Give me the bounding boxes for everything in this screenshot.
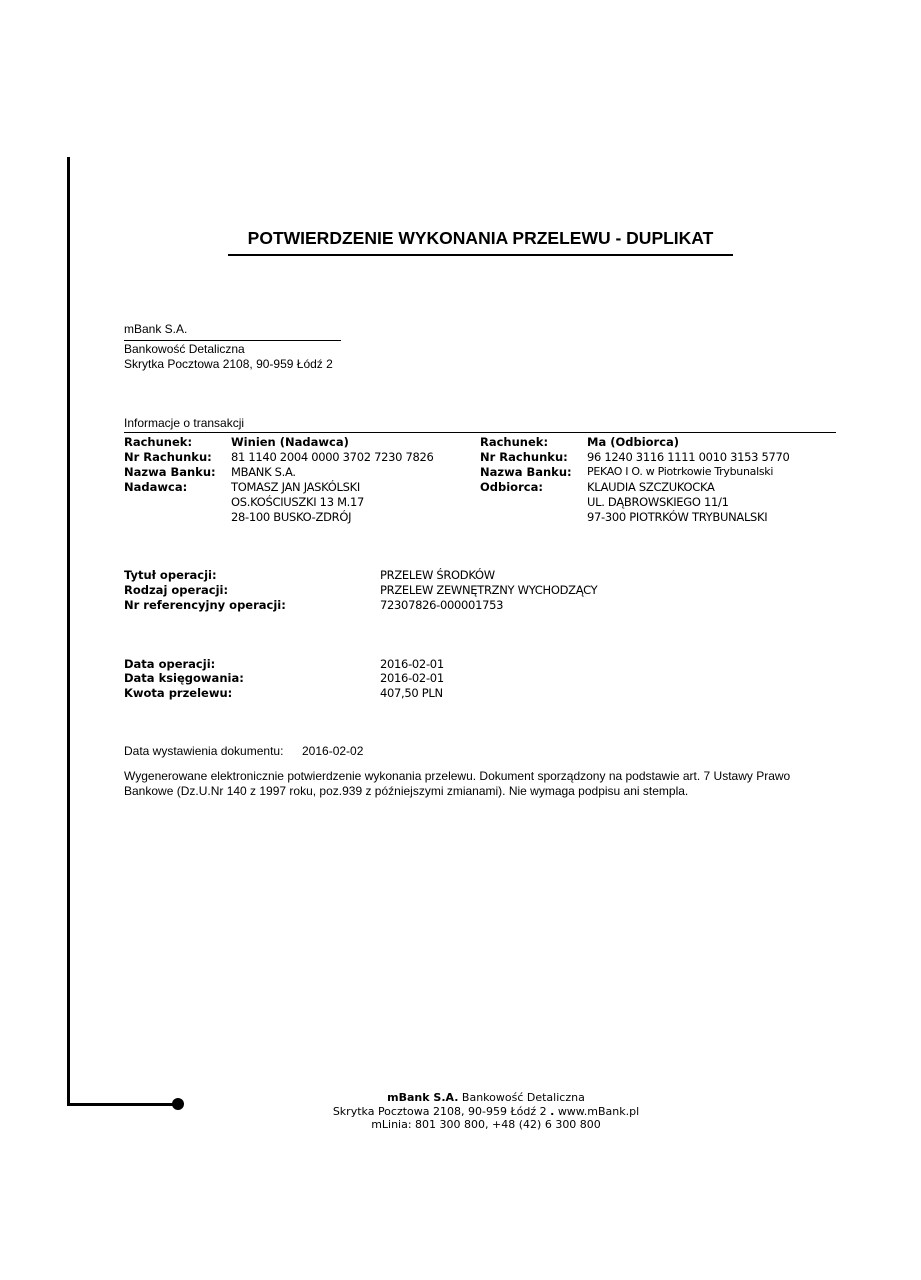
note-line-2: Bankowe (Dz.U.Nr 140 z 1997 roku, poz.939 z późniejszymi zmianami). Nie wymaga podpisu ani stempla.: [124, 784, 689, 798]
left-border-line: [67, 157, 70, 1105]
operation-type-label: Rodzaj operacji:: [124, 583, 229, 597]
footer-bank-line: [0, 1091, 921, 1104]
amount-label: Kwota przelewu:: [124, 686, 233, 700]
footer-address: Skrytka Pocztowa 2108, 90-959 Łódź 2: [332, 1105, 547, 1118]
issue-date-value: 2016-02-02: [302, 744, 364, 758]
receiver-name: KLAUDIA SZCZUKOCKA: [587, 480, 715, 494]
sender-city: 28-100 BUSKO-ZDRÓJ: [231, 510, 352, 524]
footer-bank-department: Bankowość Detaliczna: [461, 1091, 585, 1104]
sender-bank-label: Nazwa Banku:: [124, 465, 216, 479]
operation-title-label: Tytuł operacji:: [124, 568, 217, 582]
footer-separator: .: [550, 1105, 555, 1118]
footer-website: www.mBank.pl: [557, 1105, 640, 1118]
receiver-bank-name: PEKAO I O. w Piotrkowie Trybunalski: [587, 465, 774, 478]
receiver-bank-label: Nazwa Banku:: [480, 465, 572, 479]
bank-department: Bankowość Detaliczna: [124, 342, 245, 356]
sender-account-type: Winien (Nadawca): [231, 435, 349, 449]
amount-value: 407,50 PLN: [380, 686, 443, 700]
footer-phone: mLinia: 801 300 800, +48 (42) 6 300 800: [371, 1118, 601, 1131]
receiver-label: Odbiorca:: [480, 480, 543, 494]
bank-address: Skrytka Pocztowa 2108, 90-959 Łódź 2: [124, 357, 333, 371]
document-title: POTWIERDZENIE WYKONANIA PRZELEWU - DUPLIKAT: [228, 228, 733, 256]
sender-bank-name: MBANK S.A.: [231, 465, 296, 479]
operation-ref-label: Nr referencyjny operacji:: [124, 598, 286, 612]
booking-date-label: Data księgowania:: [124, 671, 244, 685]
receiver-account-label: Rachunek:: [480, 435, 549, 449]
receiver-account-number: 96 1240 3116 1111 0010 3153 5770: [587, 450, 790, 464]
operation-ref-value: 72307826-000001753: [380, 598, 504, 612]
footer-address-line: [0, 1105, 921, 1118]
sender-account-number: 81 1140 2004 0000 3702 7230 7826: [231, 450, 434, 464]
note-line-1: Wygenerowane elektronicznie potwierdzenie wykonania przelewu. Dokument sporządzony na podstawie art. 7 Ustawy Prawo: [124, 769, 791, 783]
operation-type-value: PRZELEW ZEWNĘTRZNY WYCHODZĄCY: [380, 583, 598, 597]
operation-title-value: PRZELEW ŚRODKÓW: [380, 568, 495, 582]
sender-label: Nadawca:: [124, 480, 188, 494]
sender-street: OS.KOŚCIUSZKI 13 M.17: [231, 495, 365, 509]
bank-name: mBank S.A.: [124, 322, 341, 341]
sender-number-label: Nr Rachunku:: [124, 450, 212, 464]
transaction-info-label: Informacje o transakcji: [124, 416, 836, 433]
receiver-street: UL. DĄBROWSKIEGO 11/1: [587, 495, 729, 509]
operation-date-value: 2016-02-01: [380, 657, 444, 671]
issue-date-label: Data wystawienia dokumentu:: [124, 744, 284, 758]
operation-date-label: Data operacji:: [124, 657, 216, 671]
sender-name: TOMASZ JAN JASKÓLSKI: [231, 480, 360, 494]
sender-account-label: Rachunek:: [124, 435, 193, 449]
booking-date-value: 2016-02-01: [380, 671, 444, 685]
receiver-number-label: Nr Rachunku:: [480, 450, 568, 464]
receiver-city: 97-300 PIOTRKÓW TRYBUNALSKI: [587, 510, 768, 524]
receiver-account-type: Ma (Odbiorca): [587, 435, 680, 449]
footer-bank-name: mBank S.A.: [387, 1091, 459, 1104]
